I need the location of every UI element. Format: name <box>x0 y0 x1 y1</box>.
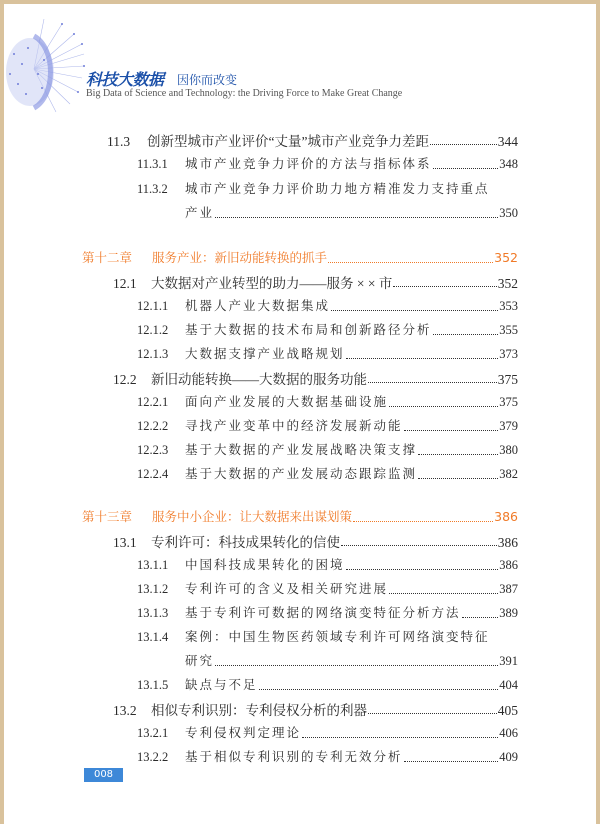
chapter-number: 第十三章 <box>82 509 133 524</box>
page-number: 386 <box>497 535 518 550</box>
leader-dots <box>259 689 499 690</box>
section-title: 面向产业发展的大数据基础设施 <box>185 395 389 409</box>
toc-entry-13-2-1[interactable] <box>137 723 518 743</box>
section-title: 专利许可的含义及相关研究进展 <box>185 582 389 596</box>
leader-dots <box>393 286 496 287</box>
page-number: 348 <box>499 157 518 171</box>
section-number: 11.3.2 <box>137 182 168 196</box>
toc-entry-13-1-1[interactable] <box>137 555 518 575</box>
section-number: 12.2 <box>113 372 137 387</box>
book-page <box>4 4 596 824</box>
page-number: 409 <box>499 750 518 764</box>
toc-entry-12-1[interactable] <box>113 272 518 292</box>
page-number-badge: 008 <box>84 768 123 782</box>
section-number: 13.1.1 <box>137 558 169 572</box>
table-of-contents <box>4 4 596 824</box>
section-number: 12.1 <box>113 276 137 291</box>
section-title: 案例：中国生物医药领域专利许可网络演变特征 <box>185 630 490 644</box>
page-number: 353 <box>499 299 518 313</box>
leader-dots <box>302 737 498 738</box>
section-number: 13.1.5 <box>137 678 169 692</box>
page-number: 391 <box>499 654 518 668</box>
page-number: 405 <box>497 703 518 718</box>
brand-title: 科技大数据 <box>86 70 164 89</box>
page-number: 406 <box>499 726 518 740</box>
page-number: 382 <box>499 467 518 481</box>
toc-entry-11-3-2[interactable] <box>137 179 518 199</box>
section-title: 基于大数据的产业发展战略决策支撑 <box>185 443 418 457</box>
section-number: 13.1 <box>113 535 137 550</box>
page-number: 389 <box>499 606 518 620</box>
leader-dots <box>389 406 498 407</box>
toc-entry-12-2-4[interactable] <box>137 464 518 484</box>
section-number: 11.3 <box>107 134 131 149</box>
section-number: 13.2.1 <box>137 726 169 740</box>
section-number: 12.2.3 <box>137 443 169 457</box>
page-number: 379 <box>499 419 518 433</box>
toc-entry-13-2[interactable] <box>113 699 518 719</box>
page-number: 380 <box>499 443 518 457</box>
section-title: 基于相似专利识别的专利无效分析 <box>185 750 403 764</box>
leader-dots <box>430 144 497 145</box>
section-title: 基于大数据的技术布局和创新路径分析 <box>185 323 432 337</box>
section-number: 13.2 <box>113 703 137 718</box>
leader-dots <box>215 217 498 218</box>
section-title: 相似专利识别：专利侵权分析的利器 <box>151 703 367 718</box>
section-title-continued: 研究 <box>185 654 215 668</box>
section-title: 专利侵权判定理论 <box>185 726 302 740</box>
page-number: 387 <box>499 582 518 596</box>
section-title: 新旧动能转换——大数据的服务功能 <box>151 372 367 387</box>
section-number: 12.2.4 <box>137 467 169 481</box>
toc-entry-11-3-1[interactable] <box>137 154 518 174</box>
leader-dots <box>353 521 493 522</box>
page-number: 373 <box>499 347 518 361</box>
section-number: 13.2.2 <box>137 750 169 764</box>
section-title: 中国科技成果转化的困境 <box>185 558 345 572</box>
brand-slogan: 因你而改变 <box>177 73 238 87</box>
toc-chapter-12[interactable] <box>82 248 518 268</box>
chapter-title: 服务产业：新旧动能转换的抓手 <box>152 250 328 265</box>
leader-dots <box>389 593 498 594</box>
leader-dots <box>433 168 499 169</box>
toc-entry-12-2-1[interactable] <box>137 392 518 412</box>
section-number: 12.2.2 <box>137 419 169 433</box>
leader-dots <box>341 545 497 546</box>
section-number: 12.1.1 <box>137 299 169 313</box>
page-number: 344 <box>497 134 518 149</box>
section-title: 基于专利许可数据的网络演变特征分析方法 <box>185 606 461 620</box>
section-title-continued: 产业 <box>185 206 215 220</box>
section-number: 13.1.2 <box>137 582 169 596</box>
section-number: 12.1.3 <box>137 347 169 361</box>
leader-dots <box>328 262 493 263</box>
leader-dots <box>418 454 498 455</box>
section-title: 创新型城市产业评价“丈量”城市产业竞争力差距 <box>147 134 429 149</box>
leader-dots <box>368 382 497 383</box>
page-number: 386 <box>499 558 518 572</box>
section-number: 11.3.1 <box>137 157 168 171</box>
toc-entry-12-1-1[interactable] <box>137 296 518 316</box>
toc-entry-12-2-3[interactable] <box>137 440 518 460</box>
toc-entry-11-3-2-cont[interactable] <box>185 203 518 223</box>
toc-entry-13-1-4[interactable] <box>137 627 518 647</box>
section-title: 缺点与不足 <box>185 678 258 692</box>
section-title: 大数据对产业转型的助力——服务 × × 市 <box>151 276 393 291</box>
leader-dots <box>331 310 498 311</box>
page-number: 352 <box>497 276 518 291</box>
toc-entry-13-1-5[interactable] <box>137 675 518 695</box>
section-number: 13.1.3 <box>137 606 169 620</box>
toc-entry-12-2[interactable] <box>113 368 518 388</box>
page-number: 350 <box>499 206 518 220</box>
leader-dots <box>368 713 497 714</box>
page-number: 352 <box>494 250 518 265</box>
section-title: 城市产业竞争力评价助力地方精准发力支持重点 <box>185 182 490 196</box>
leader-dots <box>346 358 499 359</box>
section-number: 12.1.2 <box>137 323 169 337</box>
chapter-title: 服务中小企业：让大数据来出谋划策 <box>152 509 353 524</box>
page-number: 355 <box>499 323 518 337</box>
brand-subtitle: Big Data of Science and Technology: the Driving Force to Make Great Change <box>86 88 403 99</box>
toc-entry-12-1-2[interactable] <box>137 320 518 340</box>
leader-dots <box>215 665 498 666</box>
page-number: 404 <box>499 678 518 692</box>
chapter-number: 第十二章 <box>82 250 133 265</box>
leader-dots <box>404 761 499 762</box>
toc-entry-12-1-3[interactable] <box>137 344 518 364</box>
section-title: 基于大数据的产业发展动态跟踪监测 <box>185 467 418 481</box>
toc-entry-13-1-3[interactable] <box>137 603 518 623</box>
section-title: 专利许可：科技成果转化的信使 <box>151 535 340 550</box>
toc-entry-13-1-2[interactable] <box>137 579 518 599</box>
section-number: 12.2.1 <box>137 395 169 409</box>
toc-entry-12-2-2[interactable] <box>137 416 518 436</box>
page-number: 386 <box>494 509 518 524</box>
leader-dots <box>433 334 499 335</box>
toc-entry-13-2-2[interactable] <box>137 747 518 767</box>
toc-entry-11-3[interactable] <box>107 130 518 150</box>
section-number: 13.1.4 <box>137 630 169 644</box>
section-title: 大数据支撑产业战略规划 <box>185 347 345 361</box>
leader-dots <box>404 430 499 431</box>
toc-entry-13-1[interactable] <box>113 531 518 551</box>
toc-entry-13-1-4-cont[interactable] <box>185 651 518 671</box>
page-number: 375 <box>497 372 518 387</box>
section-title: 城市产业竞争力评价的方法与指标体系 <box>185 157 432 171</box>
section-title: 寻找产业变革中的经济发展新动能 <box>185 419 403 433</box>
leader-dots <box>462 617 499 618</box>
leader-dots <box>346 569 499 570</box>
section-title: 机器人产业大数据集成 <box>185 299 331 313</box>
page-number: 375 <box>499 395 518 409</box>
leader-dots <box>418 478 498 479</box>
toc-chapter-13[interactable] <box>82 507 518 527</box>
